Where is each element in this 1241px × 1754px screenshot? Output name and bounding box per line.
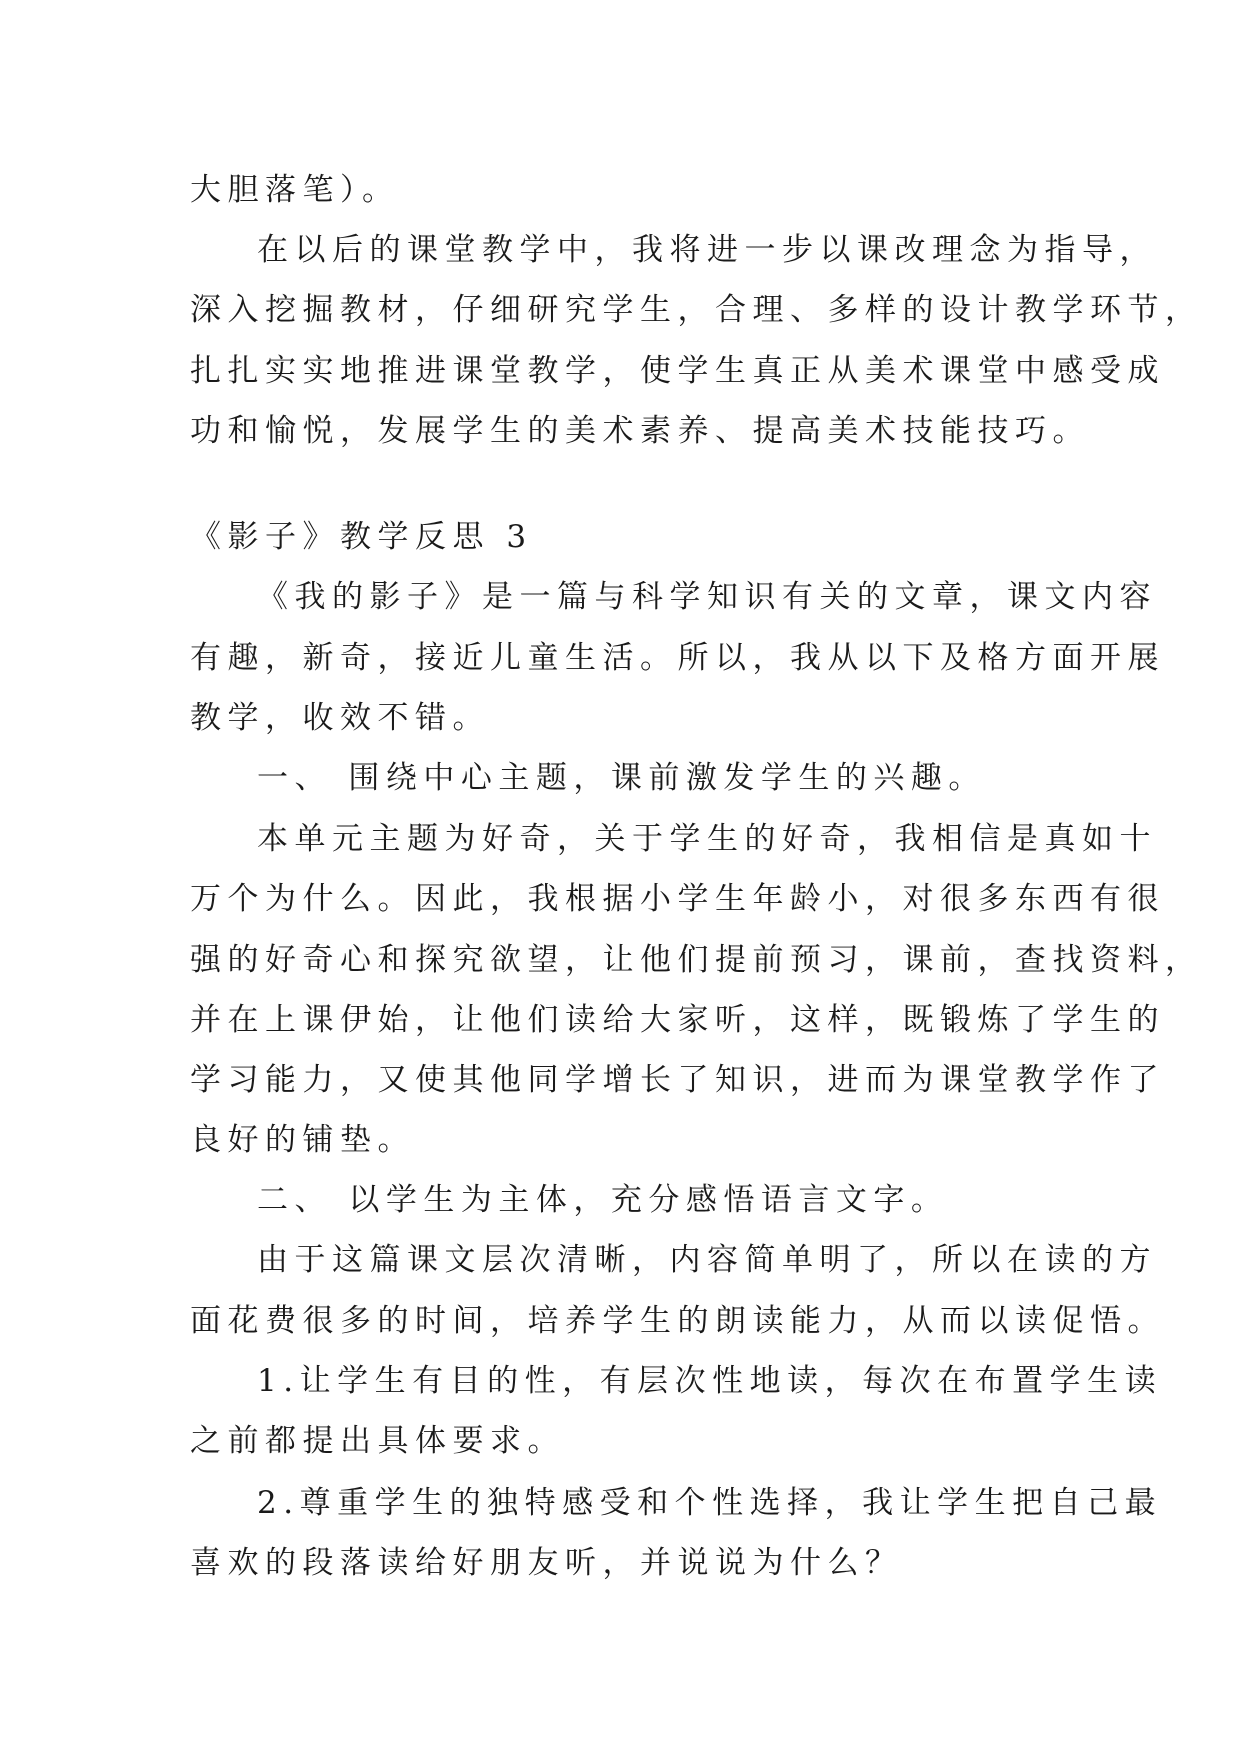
section-heading: 《影子》教学反思 3 [190, 519, 533, 555]
text-line: 由于这篇课文层次清晰，内容简单明了，所以在读的方 [257, 1242, 1157, 1278]
text-line: 喜欢的段落读给好朋友听，并说说为什么？ [190, 1545, 903, 1581]
subheading: 一、 围绕中心主题，课前激发学生的兴趣。 [257, 760, 986, 796]
subheading: 二、 以学生为主体，充分感悟语言文字。 [257, 1182, 949, 1218]
text-line: 强的好奇心和探究欲望，让他们提前预习，课前，查找资料， [190, 942, 1203, 978]
text-line: 面花费很多的时间，培养学生的朗读能力，从而以读促悟。 [190, 1303, 1165, 1339]
text-line: 并在上课伊始，让他们读给大家听，这样，既锻炼了学生的 [190, 1002, 1165, 1038]
text-line: 本单元主题为好奇，关于学生的好奇，我相信是真如十 [257, 821, 1157, 857]
text-line: 有趣，新奇，接近儿童生活。所以，我从以下及格方面开展 [190, 640, 1165, 676]
text-line: 深入挖掘教材，仔细研究学生，合理、多样的设计教学环节， [190, 292, 1203, 328]
text-line: 《我的影子》是一篇与科学知识有关的文章，课文内容 [257, 579, 1157, 615]
text-line: 教学，收效不错。 [190, 700, 490, 736]
text-line: 在以后的课堂教学中，我将进一步以课改理念为指导， [257, 232, 1157, 268]
text-line: 扎扎实实地推进课堂教学，使学生真正从美术课堂中感受成 [190, 353, 1165, 389]
text-line: 之前都提出具体要求。 [190, 1423, 565, 1459]
text-line: 良好的铺垫。 [190, 1122, 415, 1158]
list-item: 2.尊重学生的独特感受和个性选择，我让学生把自己最 [257, 1485, 1163, 1521]
text-line: 功和愉悦，发展学生的美术素养、提高美术技能技巧。 [190, 413, 1090, 449]
text-line: 大胆落笔）。 [190, 172, 400, 208]
text-line: 学习能力，又使其他同学增长了知识，进而为课堂教学作了 [190, 1062, 1165, 1098]
list-item: 1.让学生有目的性，有层次性地读，每次在布置学生读 [257, 1363, 1163, 1399]
text-line: 万个为什么。因此，我根据小学生年龄小，对很多东西有很 [190, 881, 1165, 917]
